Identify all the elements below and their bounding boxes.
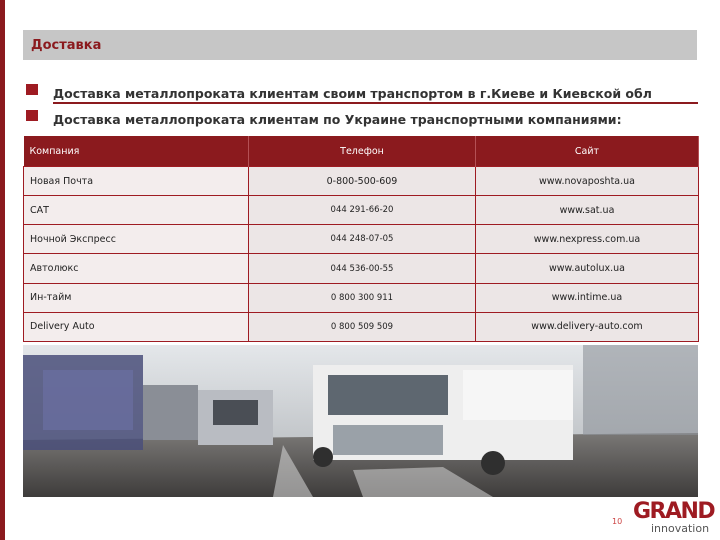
- bullet-square-icon: [26, 110, 38, 121]
- trucks-illustration: [23, 345, 698, 497]
- phone-cell: 044 291-66-20: [249, 196, 476, 225]
- table-row: [24, 167, 699, 196]
- phone-cell: 0-800-500-609: [249, 167, 476, 196]
- carriers-table: [23, 136, 699, 342]
- column-header-company: Компания: [24, 136, 249, 167]
- trucks-highway-photo: [23, 345, 698, 497]
- phone-cell: 0 800 300 911: [249, 283, 476, 312]
- page-title: Доставка: [31, 37, 102, 53]
- site-cell[interactable]: www.delivery-auto.com: [476, 312, 699, 341]
- company-cell: Delivery Auto: [24, 312, 249, 341]
- table-row: [24, 225, 699, 254]
- grand-innovation-logo: [633, 499, 715, 538]
- column-header-site: Сайт: [476, 136, 699, 167]
- site-cell[interactable]: www.intime.ua: [476, 283, 699, 312]
- table-row: [24, 312, 699, 341]
- logo-sub-text: innovation: [651, 522, 710, 535]
- site-cell[interactable]: www.sat.ua: [476, 196, 699, 225]
- company-cell: Новая Почта: [24, 167, 249, 196]
- bullet-square-icon: [26, 84, 38, 95]
- site-cell[interactable]: www.novaposhta.ua: [476, 167, 699, 196]
- phone-cell: 0 800 509 509: [249, 312, 476, 341]
- phone-cell: 044 536-00-55: [249, 254, 476, 283]
- table-header-row: [24, 136, 699, 167]
- table-row: [24, 196, 699, 225]
- logo-brand-text: GRAND: [633, 499, 715, 524]
- company-cell: САТ: [24, 196, 249, 225]
- company-cell: Ночной Экспресс: [24, 225, 249, 254]
- phone-cell: 044 248-07-05: [249, 225, 476, 254]
- divider-line: [53, 102, 698, 104]
- column-header-phone: Телефон: [249, 136, 476, 167]
- site-cell[interactable]: www.nexpress.com.ua: [476, 225, 699, 254]
- site-cell[interactable]: www.autolux.ua: [476, 254, 699, 283]
- bullet-text-ukraine: Доставка металлопроката клиентам по Украине транспортными компаниями:: [53, 112, 622, 127]
- company-cell: Ин-тайм: [24, 283, 249, 312]
- left-accent-rule: [0, 0, 5, 540]
- page-number: 10: [612, 517, 623, 526]
- table-row: [24, 254, 699, 283]
- company-cell: Автолюкс: [24, 254, 249, 283]
- title-bar: [23, 30, 697, 60]
- bullet-text-kyiv: Доставка металлопроката клиентам своим транспортом в г.Киеве и Киевской обл: [53, 86, 652, 101]
- table-row: [24, 283, 699, 312]
